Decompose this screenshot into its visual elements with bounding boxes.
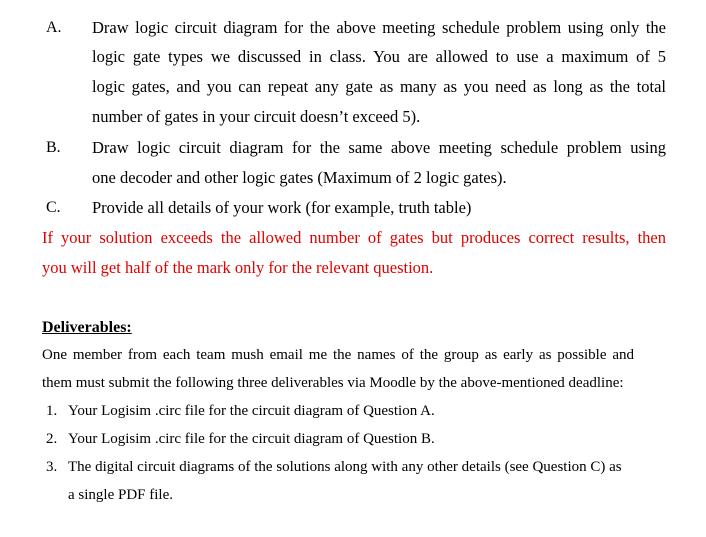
deliverable-item-3-text-line-1: The digital circuit diagrams of the solutions along with any other details (see Question C) as	[68, 459, 622, 475]
question-b-label: B.	[46, 139, 61, 156]
question-a-line-3: logic gates, and you can repeat any gate as many as you need as long as the total	[92, 77, 666, 96]
deliverable-item-3-text-line-2: a single PDF file.	[68, 487, 173, 503]
deliverable-item-2-number: 2.	[46, 431, 58, 447]
deliverable-item-3-number: 3.	[46, 459, 58, 475]
question-c-label: C.	[46, 199, 61, 216]
question-b-line-1: Draw logic circuit diagram for the same above meeting schedule problem using	[92, 138, 666, 157]
deliverable-item-1-number: 1.	[46, 403, 58, 419]
question-b-line-2: one decoder and other logic gates (Maximum of 2 logic gates).	[92, 168, 507, 187]
warning-line-2: you will get half of the mark only for the relevant question.	[42, 258, 434, 277]
deliverables-heading: Deliverables:	[42, 319, 132, 336]
question-a-line-4: number of gates in your circuit doesn’t exceed 5).	[92, 107, 421, 126]
deliverables-intro-line-1: One member from each team mush email me the names of the group as early as possible and	[42, 347, 634, 363]
warning-line-1: If your solution exceeds the allowed number of gates but produces correct results, then	[42, 228, 666, 247]
question-a-label: A.	[46, 19, 62, 36]
deliverable-item-1-text: Your Logisim .circ file for the circuit diagram of Question A.	[68, 403, 435, 419]
deliverable-item-2-text: Your Logisim .circ file for the circuit diagram of Question B.	[68, 431, 435, 447]
deliverables-intro-line-2: them must submit the following three deliverables via Moodle by the above-mentioned deadline:	[42, 375, 624, 391]
question-a-line-1: Draw logic circuit diagram for the above meeting schedule problem using only the	[92, 18, 666, 37]
question-c-line-1: Provide all details of your work (for example, truth table)	[92, 198, 472, 217]
question-a-line-2: logic gate types we discussed in class. You are allowed to use a maximum of 5	[92, 47, 666, 66]
